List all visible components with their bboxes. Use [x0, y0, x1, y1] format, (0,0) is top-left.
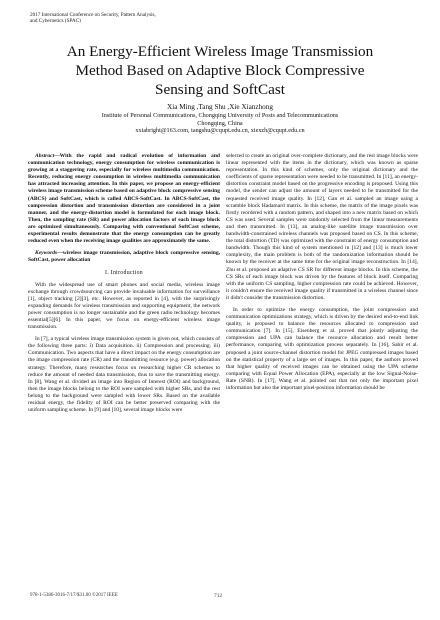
abstract: [28, 153, 220, 245]
keywords: [28, 250, 220, 264]
authors-block: [20, 103, 420, 135]
right-paragraph-1: selected to create an original over-complete dictionary, and the rest image blocks were linear represented with the items in the dictionary, which was known as sparse representation. In this kind of schemes, only the original dictionary and the coefficients of sparse representation were needed to be transmitted. In [11], an energy-distortion constraint model based on the progressive encoding is proposed. Using this model, the sender can adjust the amount of layers needed to be transmitted for the requested received image quality. In [12], Gan et al. sampled an image using a scramble block Hadamard matrix. In this scheme, the matrix of the image pixels was firstly reordered with a random pattern, and shaped into a new matrix based on which CS was used. Several samples were randomly selected from the linear measurements and then transmitted. In [13], an analog-like satellite image transmission over bandwidth-constrained wireless channels was proposed based on CS. In this scheme, the total distortion (TD) was optimized with the constraint of energy consumption and bandwidth. Though this kind of system mentioned in [12] and [13] is much lower complexity, the main problem is both of the randomization information should be known by the receiver at the same time for the original image reconstruction. In [14], Zhu et al. proposed an adaptive CS SR for different image blocks. In this scheme, the CS SRs of each image block was driven by the features of block itself. Comparing with the uniform CS sampling, higher compression rate could be achieved. However, it couldn't ensure the received image quality if transmitted in a wireless channel since it didn't consider the transmission distortion.: [226, 153, 418, 301]
title-line-3: Sensing and SoftCast: [155, 81, 285, 98]
author-location: Chongqing, China: [197, 119, 243, 127]
author-emails: xxiabright@163.com, tangshu@cqupt.edu.cn, xiexzh@cqupt.edu.cn: [135, 127, 305, 135]
left-column: [28, 153, 220, 414]
footer-isbn: 978-1-5386-3016-7/17/$31.00 ©2017 IEEE: [30, 593, 118, 598]
intro-paragraph-2: In [7], a typical wireless image transmission system is given out, which consists of the following three parts: i) Data acquisition. ii) Compression and processing. iii) Communication. Two aspects that have a direct impact on the energy consumption are the image compression rate (CR) and the transmitting resource (e.g. power) allocation strategy. Therefore, many researches focus on researching higher CR schemes to reduce the amount of needed data transmission, thus to save the transmitting energy. In [8], Wang et al. divided an image into Region of Interest (ROI) and background, then the image blocks belong to the ROI were sampled with higher SRs, and the rest belong to the background were sampled with lower SRs. Based on the available residual energy, the fidelity of ROI can be better preserved comparing with the uniform sampling scheme. In [9] and [10], several image blocks were: [28, 336, 220, 414]
title-line-1: An Energy-Efficient Wireless Image Transmission: [66, 43, 374, 60]
author-affiliation: Institute of Personal Communications, Chongqing University of Posts and Telecommunications: [101, 112, 339, 119]
right-column: [226, 153, 418, 392]
abstract-label: Abstract: [35, 153, 55, 159]
title-line-2: Method Based on Adaptive Block Compressive: [75, 62, 365, 79]
section-heading-introduction: I. Introduction: [105, 270, 143, 277]
page-number: 712: [214, 593, 223, 599]
conference-header: [30, 12, 250, 25]
abstract-text: —With the rapid and radical evolution of information and communication technology, energy consumption for wireless communication is growing at a staggering rate, especially for wireless multimedia communication. Recently, reducing energy consumption in wireless multimedia communication has attracted increasing attention. In this paper, we propose an energy-efficient wireless image transmission scheme based on adaptive block compressive sensing (ABCS) and SoftCast, which is called ABCS-SoftCast. In ABCS-SoftCast, the compression distortion and transmission distortion are considered in a joint manner, and the energy-distortion model is formulated for each image block. Then, the sampling rate (SR) and power allocation factors of each image block are optimized simultaneously. Comparing with conventional SoftCast scheme, experimental results demonstrate that the energy consumption can be greatly reduced even when the receiving image qualities are approximately the same.: [28, 153, 220, 245]
right-paragraph-2: In order to optimize the energy consumption, the joint compression and communication optimizations strategy, which is driven by the desired end-to-end link quality, is proposed to balance the resources allocated to compression and communication [7]. In [15], Eisenberg et al. proved that jointly adjusting the compression and UPA can balance the resource allocation and result better performance, comparing with optimization process separately. In [16], Sabir et al. proposed a joint source-channel distortion model for JPEG compressed images based on the statistical property of a large set of images. In this paper, the authors proved that higher quality of received images can be obtained using the UPA scheme comparing with Equal Power Allocation (EPA), especially at the low Signal-Noise-Rate (SNR). In [17], Wang et al. pointed out that not only the important pixel information but also the important pixel-position information should be: [226, 306, 418, 391]
intro-paragraph-1: With the widespread use of smart phones and social media, wireless image exchange through crowdsourcing can provide invaluable information for surveillance [1], object tracking [2][3], etc. However, as reported in [4], with the surprisingly expanding demands for wireless transmission and supporting equipment, the network power consumption is no longer sustainable and the green radio technology becomes essential[5][6]. In this paper, we focus on energy-efficient wireless image transmission.: [28, 281, 220, 331]
paper-title: [20, 42, 420, 99]
author-names: Xia Ming ,Tang Shu ,Xie Xianzhong: [167, 103, 273, 111]
keywords-label: Keywords: [35, 250, 58, 257]
conference-line-1: 2017 International Conference on Security, Pattern Analysis,: [30, 12, 156, 18]
keywords-text: —wireless image transmission, adaptive block compressive sensing, SoftCast, power allocation: [28, 250, 220, 264]
conference-line-2: and Cybernetics (SPAC): [30, 18, 81, 25]
